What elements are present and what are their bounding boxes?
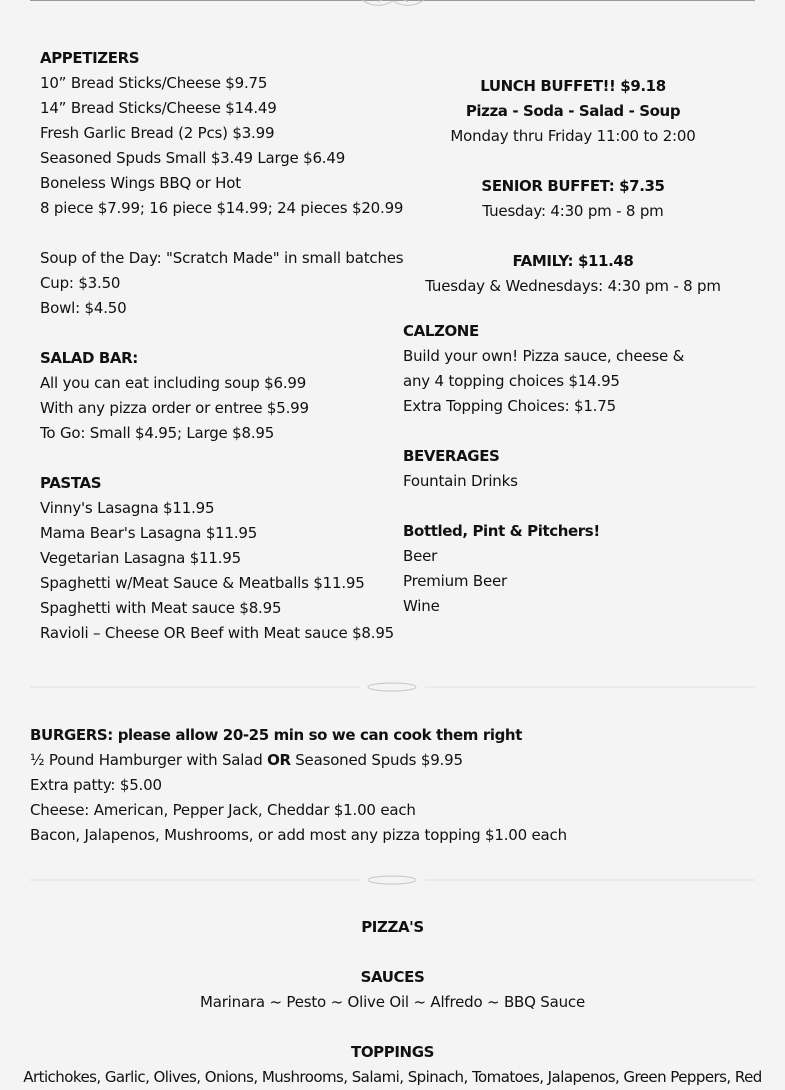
pasta-item: Ravioli – Cheese OR Beef with Meat sauce $8.95 — [40, 624, 395, 642]
bottled-heading: Bottled, Pint & Pitchers! — [403, 522, 600, 540]
appetizer-item: 10” Bread Sticks/Cheese $9.75 — [40, 74, 268, 92]
bottled-item: Wine — [403, 597, 440, 615]
hamburger-item — [30, 748, 755, 773]
salad-bar-item: With any pizza order or entree $5.99 — [40, 399, 309, 417]
pasta-item: Vinny's Lasagna $11.95 — [40, 499, 215, 517]
burger-item: Cheese: American, Pepper Jack, Cheddar $1.00 each — [30, 801, 416, 819]
pasta-item: Spaghetti w/Meat Sauce & Meatballs $11.95 — [40, 574, 365, 592]
sauces-heading: SAUCES — [360, 968, 425, 986]
senior-buffet-hours: Tuesday: 4:30 pm - 8 pm — [482, 202, 664, 220]
lunch-buffet-title: LUNCH BUFFET!! $9.18 — [480, 77, 666, 95]
pasta-item: Vegetarian Lasagna $11.95 — [40, 549, 241, 567]
appetizers-heading: APPETIZERS — [40, 49, 140, 67]
pizzas-section — [0, 915, 785, 1090]
lunch-buffet-hours: Monday thru Friday 11:00 to 2:00 — [450, 127, 696, 145]
hamburger-or: OR — [267, 751, 291, 769]
top-ornament-icon — [360, 0, 426, 6]
calzone-extra: Extra Topping Choices: $1.75 — [403, 397, 616, 415]
soup-item: Cup: $3.50 — [40, 274, 121, 292]
calzone-description: Build your own! Pizza sauce, cheese & any 4 topping choices $14.95 — [403, 347, 685, 390]
salad-bar-heading: SALAD BAR: — [40, 349, 138, 367]
pasta-item: Spaghetti with Meat sauce $8.95 — [40, 599, 282, 617]
lunch-buffet-subtitle: Pizza - Soda - Salad - Soup — [465, 102, 681, 120]
hamburger-text: ½ Pound Hamburger with Salad — [30, 751, 268, 769]
burger-item: Bacon, Jalapenos, Mushrooms, or add most any pizza topping $1.00 each — [30, 826, 567, 844]
senior-buffet-title: SENIOR BUFFET: $7.35 — [481, 177, 665, 195]
pizzas-heading: PIZZA'S — [361, 918, 424, 936]
burgers-heading: BURGERS: please allow 20-25 min so we can cook them right — [30, 726, 522, 744]
section-divider-icon — [30, 680, 755, 694]
burgers-section — [30, 723, 755, 848]
bottled-item: Beer — [403, 547, 438, 565]
beverages-heading: BEVERAGES — [403, 447, 500, 465]
pasta-item: Mama Bear's Lasagna $11.95 — [40, 524, 258, 542]
pastas-heading: PASTAS — [40, 474, 102, 492]
bottled-item: Premium Beer — [403, 572, 508, 590]
sauces-list: Marinara ~ Pesto ~ Olive Oil ~ Alfredo ~ BBQ Sauce — [199, 993, 586, 1011]
salad-bar-item: All you can eat including soup $6.99 — [40, 374, 307, 392]
calzone-heading: CALZONE — [403, 322, 479, 340]
soup-item: Bowl: $4.50 — [40, 299, 127, 317]
appetizer-item: 14” Bread Sticks/Cheese $14.49 — [40, 99, 277, 117]
appetizer-item: 8 piece $7.99; 16 piece $14.99; 24 pieces $20.99 — [40, 199, 404, 217]
appetizer-item: Boneless Wings BBQ or Hot — [40, 174, 241, 192]
appetizer-item: Fresh Garlic Bread (2 Pcs) $3.99 — [40, 124, 275, 142]
salad-bar-item: To Go: Small $4.95; Large $8.95 — [40, 424, 275, 442]
section-divider-icon — [30, 873, 755, 887]
appetizer-item: Seasoned Spuds Small $3.49 Large $6.49 — [40, 149, 346, 167]
burger-item: Extra patty: $5.00 — [30, 776, 162, 794]
hamburger-text-end: Seasoned Spuds $9.95 — [290, 751, 463, 769]
toppings-list: Artichokes, Garlic, Olives, Onions, Mushrooms, Salami, Spinach, Tomatoes, Jalapenos, Green Peppers, Red — [23, 1068, 762, 1086]
soup-item: Soup of the Day: "Scratch Made" in small batches — [40, 249, 404, 267]
family-title: FAMILY: $11.48 — [512, 252, 634, 270]
family-hours: Tuesday & Wednesdays: 4:30 pm - 8 pm — [425, 277, 721, 295]
toppings-heading: TOPPINGS — [350, 1043, 435, 1061]
right-column — [403, 74, 743, 619]
beverage-item: Fountain Drinks — [403, 472, 518, 490]
left-column — [40, 46, 404, 646]
